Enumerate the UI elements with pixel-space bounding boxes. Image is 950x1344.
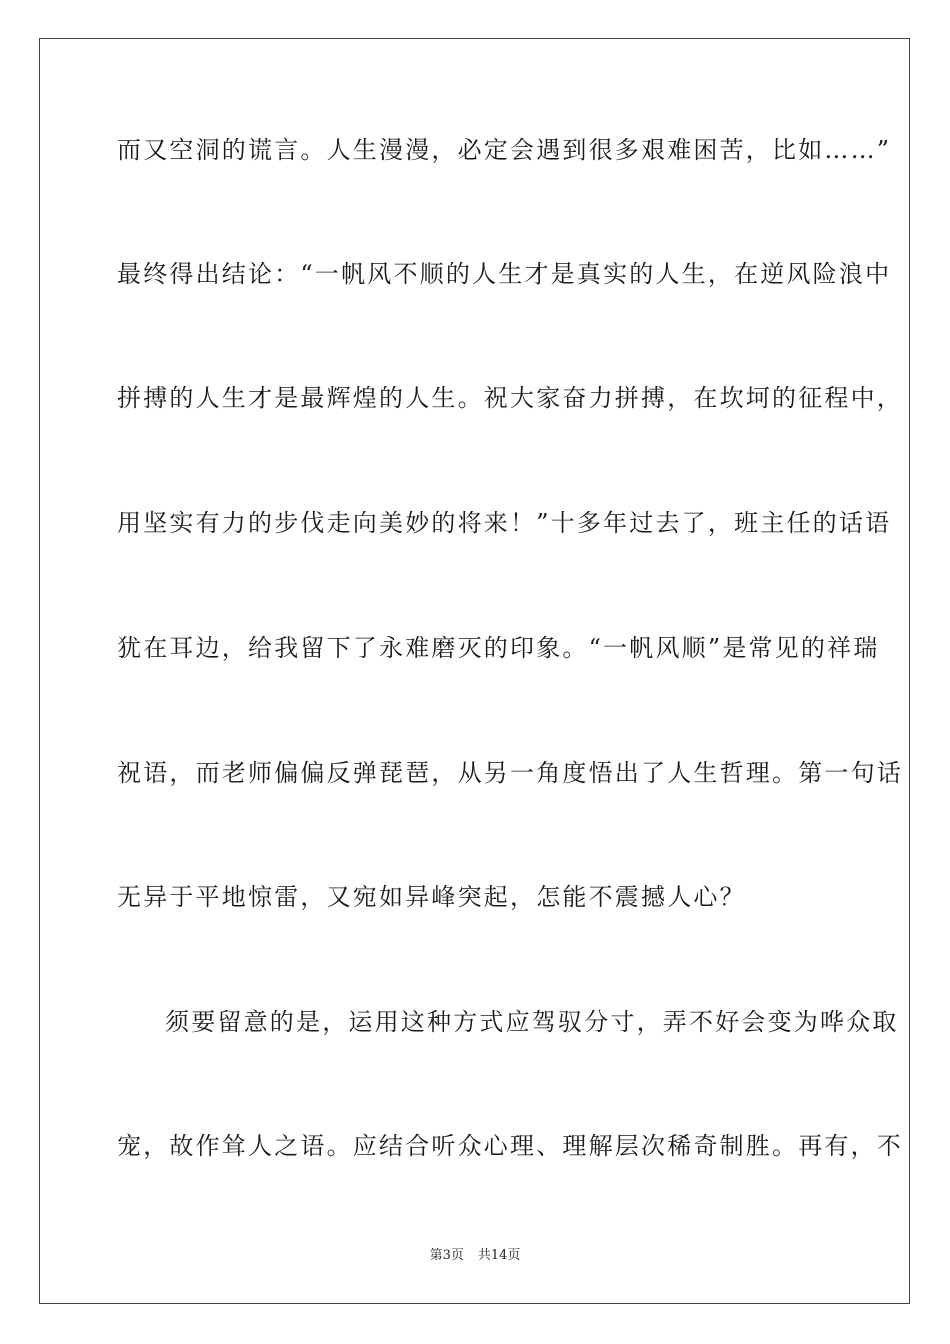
text-line: 祝语，而老师偏偏反弹琵琶，从另一角度悟出了人生哲理。第一句话 xyxy=(117,759,903,787)
page-frame xyxy=(39,38,910,1304)
text-line: 拼搏的人生才是最辉煌的人生。祝大家奋力拼搏，在坎坷的征程中， xyxy=(117,384,903,412)
paragraph-start-line: 须要留意的是，运用这种方式应驾驭分寸，弄不好会变为哗众取 xyxy=(165,1008,899,1036)
text-line: 宠，故作耸人之语。应结合听众心理、理解层次稀奇制胜。再有，不 xyxy=(117,1132,903,1160)
page-number: 第3页 xyxy=(429,1248,464,1263)
text-line: 而又空洞的谎言。人生漫漫，必定会遇到很多艰难困苦，比如……” xyxy=(117,136,892,164)
page-footer xyxy=(0,1247,950,1265)
text-line: 用坚实有力的步伐走向美妙的将来！”十多年过去了，班主任的话语 xyxy=(117,509,892,537)
page-total: 共14页 xyxy=(477,1248,521,1263)
text-line: 犹在耳边，给我留下了永难磨灭的印象。“一帆风顺”是常见的祥瑞 xyxy=(117,634,880,662)
text-line: 最终得出结论：“一帆风不顺的人生才是真实的人生，在逆风险浪中 xyxy=(117,260,892,288)
text-line: 无异于平地惊雷，又宛如异峰突起，怎能不震撼人心？ xyxy=(117,883,746,911)
